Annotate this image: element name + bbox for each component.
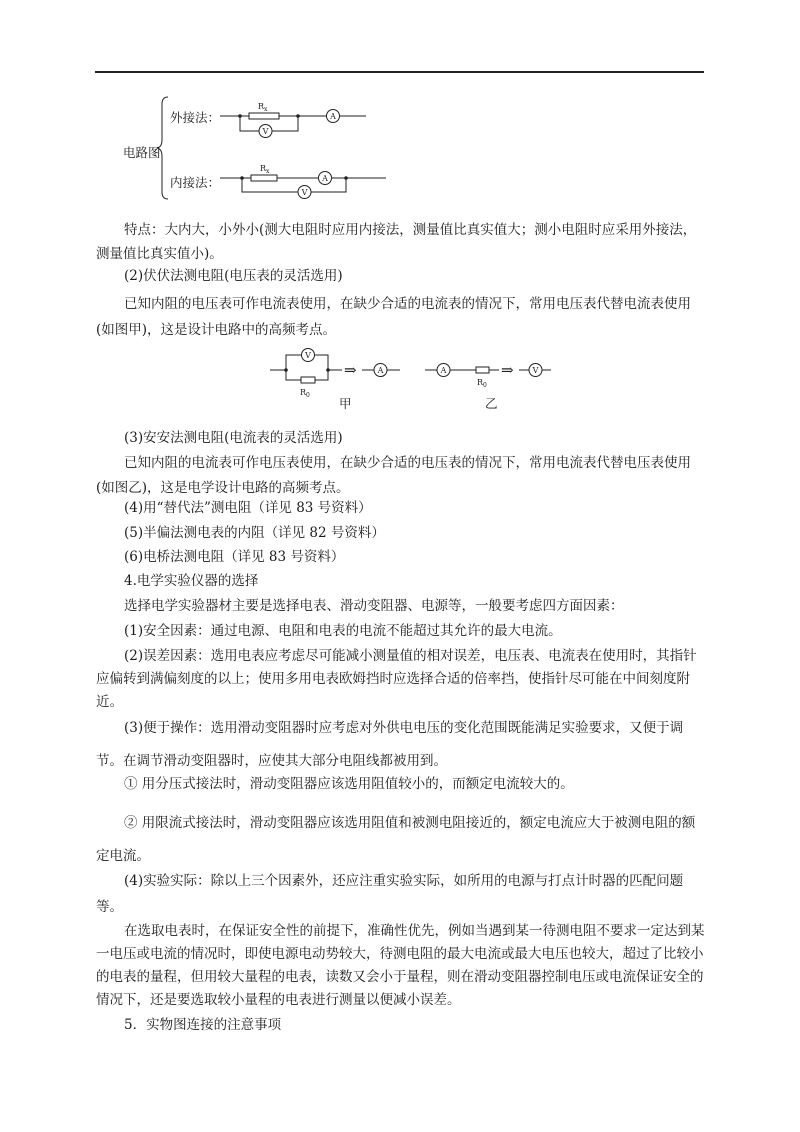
item-substitution-method: (4)用“替代法”测电阻（详见 83 号资料） bbox=[124, 500, 372, 516]
r0-label-jia: $R_0$ bbox=[300, 388, 310, 399]
voltmeter-symbol-jia: V bbox=[305, 351, 311, 360]
factor-operation: (3)便于操作：选用滑动变阻器时应考虑对外供电电压的变化范围既能满足实验要求，又便于调节。在调节滑动变阻器时，应使其大部分电阻线都被用到。 bbox=[96, 720, 684, 769]
circuit-diagram-label: 电路图 bbox=[123, 145, 161, 160]
volt-volt-paragraph: 已知内阻的电压表可作电流表使用，在缺少合适的电流表的情况下，常用电压表代替电流表使用(如图甲)，这是设计电路中的高频考点。 bbox=[96, 296, 691, 338]
factor-safety: (1)安全因素：通过电源、电阻和电表的电流不能超过其允许的最大电流。 bbox=[124, 623, 562, 639]
figure-jia bbox=[268, 345, 408, 405]
internal-method-label: 内接法： bbox=[170, 175, 221, 190]
rx-resistor-internal bbox=[251, 175, 277, 181]
selection-intro: 选择电学实验器材主要是选择电表、滑动变阻器、电源等，一般要考虑四方面因素： bbox=[124, 598, 624, 614]
rx-label-external: $R_x$ bbox=[258, 102, 268, 113]
meter-selection-paragraph: 在选取电表时，在保证安全性的前提下，准确性优先，例如当遇到某一待测电阻不要求一定达到某一电压或电流的情况时，即使电源电动势较大，待测电阻的最大电流或最大电压也较大，超过了比较小的电表的量程，但用较大量程的电表，读数又会小于量程，则在滑动变阻器控制电压或电流保证安全的情况下，还是要选取较小量程的电表进行测量以便减小误差。 bbox=[96, 923, 705, 1008]
voltmeter-symbol-external: V bbox=[262, 127, 269, 136]
external-circuit bbox=[218, 100, 368, 140]
r0-label-yi: $R_0$ bbox=[477, 378, 487, 389]
voltmeter-symbol-yi: V bbox=[532, 366, 539, 375]
sub-item-voltage-divider: ① 用分压式接法时，滑动变阻器应该选用阻值较小的，而额定电流较大的。 bbox=[124, 776, 574, 792]
feature-paragraph: 特点：大内大，小外小(测大电阻时应用内接法，测量值比真实值大；测小电阻时应采用外接法，测量值比真实值小)。 bbox=[96, 222, 697, 262]
rx-label-internal: $R_x$ bbox=[260, 164, 270, 175]
voltmeter-symbol-internal: V bbox=[301, 188, 308, 197]
ammeter-symbol-external: A bbox=[330, 112, 336, 121]
factor-practical: (4)实验实际：除以上三个因素外，还应注重实验实际，如所用的电源与打点计时器的匹配问题等。 bbox=[96, 873, 684, 915]
ammeter-symbol-internal: A bbox=[322, 174, 328, 183]
figure-yi-caption: 乙 bbox=[485, 396, 498, 411]
ammeter-symbol-yi: A bbox=[440, 366, 447, 375]
internal-circuit bbox=[218, 164, 388, 204]
header-rule bbox=[95, 71, 704, 73]
figure-jia-caption: 甲 bbox=[339, 396, 352, 411]
item-bridge-method: (6)电桥法测电阻（详见 83 号资料） bbox=[124, 549, 345, 565]
arrow-yi: ⇒ bbox=[501, 361, 514, 379]
item-half-deflection-method: (5)半偏法测电表的内阻（详见 82 号资料） bbox=[124, 525, 385, 541]
heading-volt-volt-method: (2)伏伏法测电阻(电压表的灵活选用) bbox=[124, 268, 343, 284]
factor-error: (2)误差因素：选用电表应考虑尽可能减小测量值的相对误差，电压表、电流表在使用时，其指针应偏转到满偏刻度的以上；使用多用电表欧姆挡时应选择合适的倍率挡，使指针尽可能在中间刻度附近。 bbox=[96, 648, 697, 710]
sub-item-current-limiting: ② 用限流式接法时，滑动变阻器应该选用阻值和被测电阻接近的，额定电流应大于被测电阻的额定电流。 bbox=[96, 815, 696, 864]
amp-amp-paragraph: 已知内阻的电流表可作电压表使用，在缺少合适的电压表的情况下，常用电流表代替电压表使用(如图乙)，这是电学设计电路的高频考点。 bbox=[96, 455, 691, 496]
heading-amp-amp-method: (3)安安法测电阻(电流表的灵活选用) bbox=[124, 430, 343, 446]
rx-resistor-external bbox=[249, 113, 279, 119]
brace-icon bbox=[156, 96, 170, 200]
external-method-label: 外接法： bbox=[170, 110, 221, 125]
r0-resistor-yi bbox=[476, 367, 489, 373]
section-instrument-selection: 4.电学实验仪器的选择 bbox=[124, 573, 259, 589]
ammeter-symbol-jia: A bbox=[377, 366, 384, 375]
arrow-jia: ⇒ bbox=[344, 361, 357, 379]
r0-resistor-jia bbox=[301, 377, 315, 383]
section-wiring-notes: 5．实物图连接的注意事项 bbox=[124, 1017, 282, 1033]
